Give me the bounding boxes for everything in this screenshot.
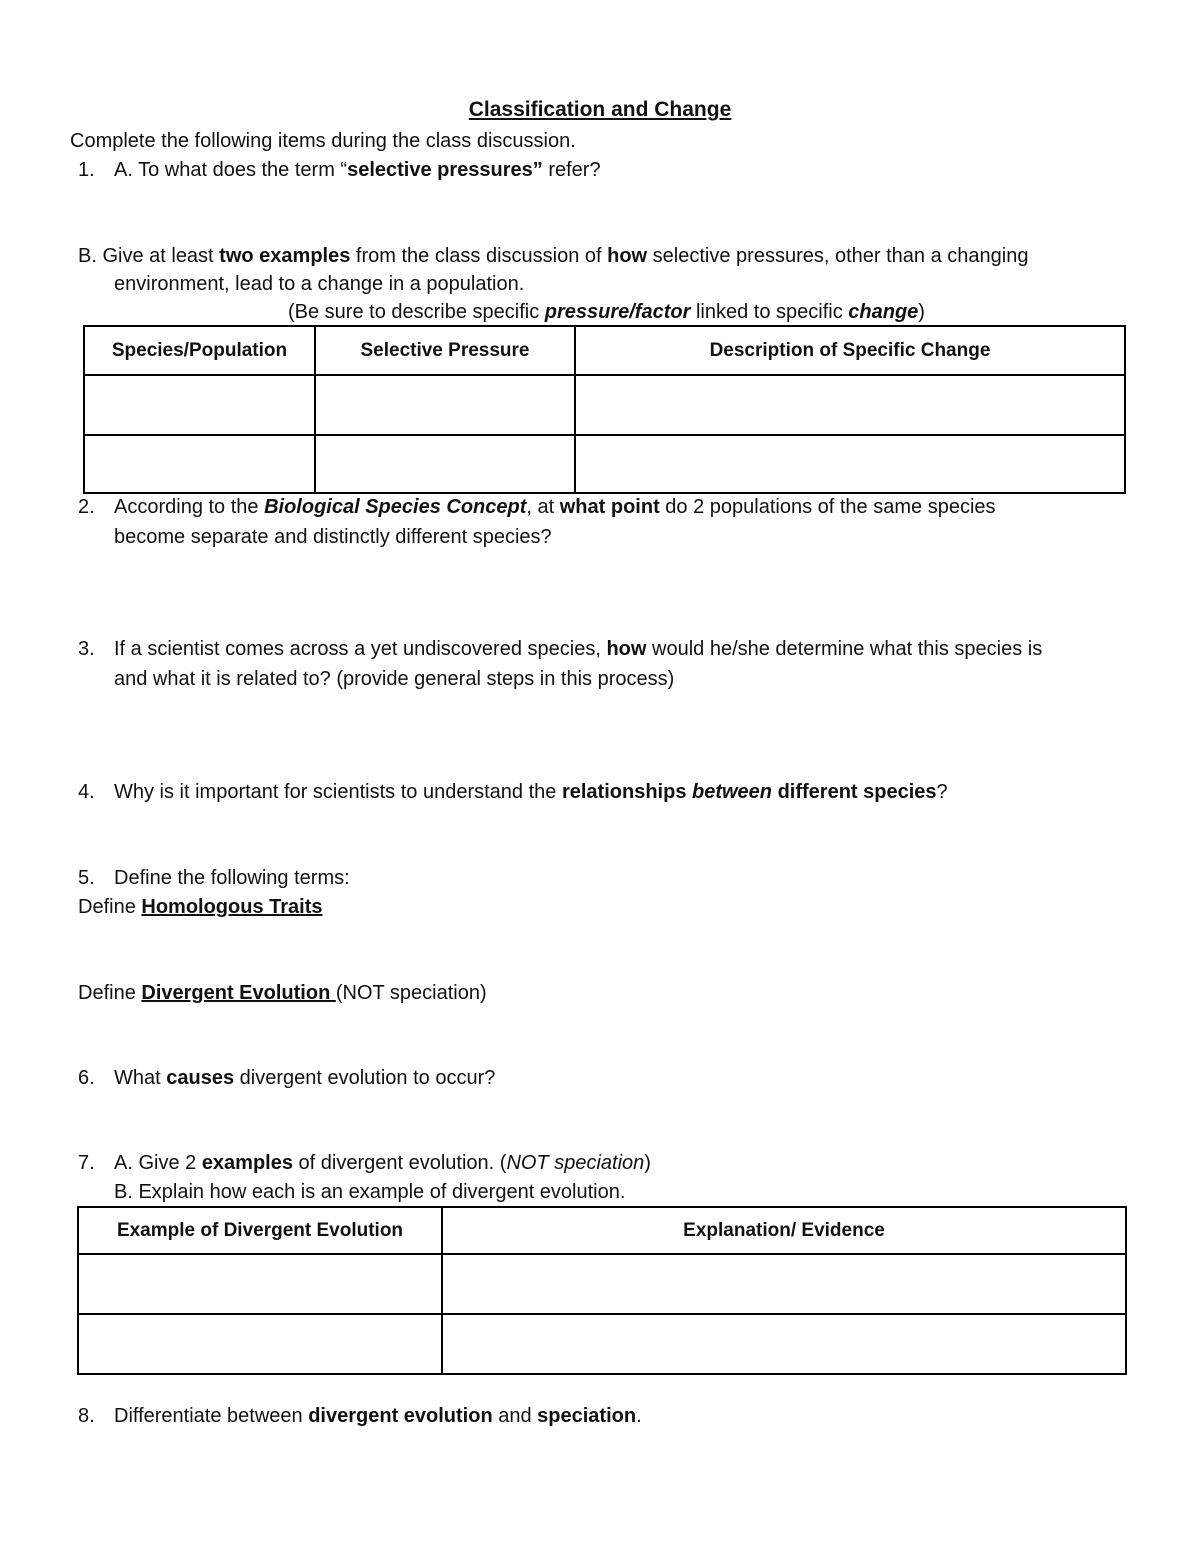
table1-header-description: Description of Specific Change [575, 326, 1125, 375]
table-row [84, 375, 1125, 435]
table-row [78, 1254, 1126, 1314]
table1-cell-r2c1[interactable] [84, 435, 315, 493]
table1-cell-r1c3[interactable] [575, 375, 1125, 435]
question-7b: B. Explain how each is an example of divergent evolution. [114, 1181, 626, 1203]
selective-pressure-table [83, 325, 1126, 494]
question-8: 8. Differentiate between divergent evolution and speciation. [78, 1405, 642, 1427]
define-homologous-traits: Define Homologous Traits [78, 896, 323, 918]
table2-header-explanation: Explanation/ Evidence [442, 1207, 1126, 1254]
question-3-line2: and what it is related to? (provide general steps in this process) [114, 668, 675, 690]
table2-cell-r2c2[interactable] [442, 1314, 1126, 1374]
table2-cell-r2c1[interactable] [78, 1314, 442, 1374]
question-1b: B. Give at least two examples from the class discussion of how selective pressures, other than a changing [78, 245, 1029, 267]
page-title: Classification and Change [468, 98, 732, 121]
intro-text: Complete the following items during the class discussion. [70, 130, 576, 152]
define-divergent-evolution: Define Divergent Evolution (NOT speciation) [78, 982, 487, 1004]
table-row [84, 435, 1125, 493]
question-1b-line2: environment, lead to a change in a population. [114, 273, 525, 295]
question-2-line2: become separate and distinctly different species? [114, 526, 552, 548]
table2-cell-r1c2[interactable] [442, 1254, 1126, 1314]
table1-cell-r2c3[interactable] [575, 435, 1125, 493]
question-2: 2. According to the Biological Species Concept, at what point do 2 populations of the same species [78, 496, 996, 518]
divergent-evolution-table [77, 1206, 1127, 1375]
question-4: 4. Why is it important for scientists to understand the relationships between different species? [78, 781, 948, 803]
table1-cell-r1c1[interactable] [84, 375, 315, 435]
table1-header-species: Species/Population [84, 326, 315, 375]
table1-cell-r2c2[interactable] [315, 435, 575, 493]
question-1b-note: (Be sure to describe specific pressure/factor linked to specific change) [288, 301, 925, 323]
table2-header-example: Example of Divergent Evolution [78, 1207, 442, 1254]
question-6: 6. What causes divergent evolution to occur? [78, 1067, 496, 1089]
question-7a: 7. A. Give 2 examples of divergent evolution. (NOT speciation) [78, 1152, 651, 1174]
table2-cell-r1c1[interactable] [78, 1254, 442, 1314]
table-row [78, 1314, 1126, 1374]
question-3: 3. If a scientist comes across a yet undiscovered species, how would he/she determine what this species is [78, 638, 1043, 660]
question-5: 5. Define the following terms: [78, 867, 350, 889]
table1-cell-r1c2[interactable] [315, 375, 575, 435]
question-1a: 1. A. To what does the term “selective pressures” refer? [78, 159, 601, 181]
table1-header-pressure: Selective Pressure [315, 326, 575, 375]
